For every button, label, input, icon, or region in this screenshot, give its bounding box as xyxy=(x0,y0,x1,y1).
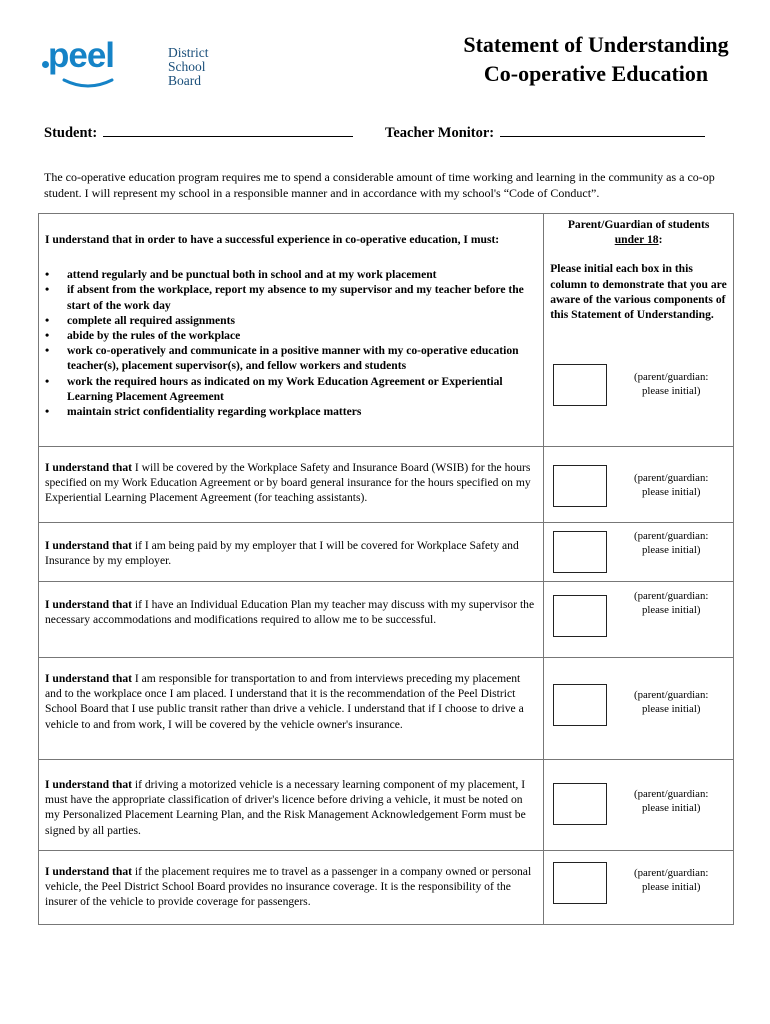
parent-header-colon: : xyxy=(658,233,663,247)
statement-lead: I understand that xyxy=(45,672,132,685)
statement-lead: I understand that xyxy=(45,778,132,791)
parent-header-line-1: Parent/Guardian of students xyxy=(567,218,710,231)
parent-initial-cell xyxy=(544,582,734,658)
initial-box[interactable] xyxy=(553,364,607,406)
statement-cell xyxy=(39,760,544,851)
list-item: • complete all required assignments xyxy=(67,313,537,328)
statement-cell xyxy=(39,851,544,925)
initial-label: (parent/guardian: please initial) xyxy=(634,689,709,715)
statement-text: if I am being paid by my employer that I will be covered for Workplace Safety and Insurance by my employer. xyxy=(45,539,519,568)
statement-lead: I understand that xyxy=(45,461,132,474)
list-item: • work the required hours as indicated on my Work Education Agreement or Experiential Learning Placement Agreement xyxy=(67,374,537,404)
table-row xyxy=(39,851,734,925)
table-row xyxy=(39,447,734,523)
teacher-monitor-field[interactable] xyxy=(385,122,705,142)
statement-text: if I have an Individual Education Plan my teacher may discuss with my supervisor the necessary accommodations and modifications required to allow me to be successful. xyxy=(45,598,535,627)
statement-lead: I understand that xyxy=(45,539,132,552)
statement-cell xyxy=(39,658,544,760)
parent-initial-cell xyxy=(544,851,734,925)
parent-column-header xyxy=(544,214,733,247)
statement-lead: I understand that xyxy=(45,598,132,611)
initial-box[interactable] xyxy=(553,684,607,726)
logo-line-district: District xyxy=(168,45,209,60)
initial-box[interactable] xyxy=(553,595,607,637)
initial-label: (parent/guardian: please initial) xyxy=(634,867,709,893)
initial-label: (parent/guardian: please initial) xyxy=(634,590,709,616)
parent-header-line-2: under 18 xyxy=(614,233,659,247)
initial-label: (parent/guardian: please initial) xyxy=(634,371,709,397)
statement-text: I will be covered by the Workplace Safety and Insurance Board (WSIB) for the hours specified on my Work Education Agreement or by board general insurance for the hours specified on my Experiential Learning Placement Agreement (for teaching assistants). xyxy=(45,461,531,505)
list-item: • if absent from the workplace, report my absence to my supervisor and my teacher before the start of the work day xyxy=(67,282,537,312)
statement-text: if the placement requires me to travel as a passenger in a company owned or personal vehicle, the Peel District School Board provides no insurance coverage. It is the responsibility of the insurer of the vehicle to provide coverage for passengers. xyxy=(45,865,532,909)
peel-logo xyxy=(42,36,232,90)
table-row xyxy=(39,214,734,447)
list-item: • attend regularly and be punctual both in school and at my work placement xyxy=(67,267,537,282)
initial-box[interactable] xyxy=(553,862,607,904)
logo-wordmark: peel xyxy=(48,36,115,75)
student-label: Student: xyxy=(44,125,98,141)
statement-text: I am responsible for transportation to and from interviews preceding my placement and to the workplace once I am placed. I understand that it is the recommendation of the Peel District School Board that I use public transit rather than drive a vehicle. I understand that if I choose to drive a vehicle to and from work, I will be covered by the vehicle owner's insurance. xyxy=(45,672,524,731)
page-title xyxy=(446,30,746,88)
parent-initial-cell xyxy=(544,523,734,582)
initial-label: (parent/guardian: please initial) xyxy=(634,472,709,498)
statement-cell xyxy=(39,582,544,658)
statement-text: if driving a motorized vehicle is a necessary learning component of my placement, I must have the appropriate classification of driver's licence before driving a vehicle, it must be noted on my Personalized Placement Learning Plan, and the Risk Management Acknowledgement Form must be signed by all parties. xyxy=(45,778,526,837)
initial-label: (parent/guardian: please initial) xyxy=(634,530,709,556)
parent-initial-cell xyxy=(544,214,734,447)
statement-cell xyxy=(39,214,544,447)
parent-initial-cell xyxy=(544,447,734,523)
student-blank-line[interactable] xyxy=(103,122,353,137)
statement-cell xyxy=(39,523,544,582)
list-item: • abide by the rules of the workplace xyxy=(67,328,537,343)
list-item: • maintain strict confidentiality regarding workplace matters xyxy=(67,404,537,419)
table-row xyxy=(39,582,734,658)
teacher-monitor-label: Teacher Monitor: xyxy=(385,125,495,141)
table-row xyxy=(39,760,734,851)
student-field[interactable] xyxy=(44,122,353,142)
table-row xyxy=(39,523,734,582)
statement-lead: I understand that in order to have a successful experience in co-operative education, I must: xyxy=(45,233,500,246)
initial-label: (parent/guardian: please initial) xyxy=(634,788,709,814)
statement-cell xyxy=(39,447,544,523)
statement-lead: I understand that xyxy=(45,865,132,878)
initial-box[interactable] xyxy=(553,465,607,507)
parent-initial-cell xyxy=(544,658,734,760)
intro-paragraph: The co-operative education program requires me to spend a considerable amount of time working and learning in the community as a co-op student. I will represent my school in a responsible manner and in accordance with my school's “Code of Conduct”. xyxy=(44,170,715,200)
expectations-list xyxy=(45,267,537,419)
parent-initial-cell xyxy=(544,760,734,851)
title-line-2: Co-operative Education xyxy=(483,61,709,86)
teacher-monitor-blank-line[interactable] xyxy=(500,122,705,137)
title-line-1: Statement of Understanding xyxy=(463,32,729,57)
initial-box[interactable] xyxy=(553,783,607,825)
logo-line-school-board: School Board xyxy=(168,59,206,88)
initial-box[interactable] xyxy=(553,531,607,573)
statement-table xyxy=(38,213,734,925)
logo-smile-icon xyxy=(62,78,114,90)
table-row xyxy=(39,658,734,760)
parent-instructions: Please initial each box in this column to demonstrate that you are aware of the various components of this Statement of Understanding. xyxy=(550,262,727,322)
list-item: • work co-operatively and communicate in a positive manner with my co-operative education teacher(s), placement supervisor(s), and fellow workers and students xyxy=(67,343,537,373)
